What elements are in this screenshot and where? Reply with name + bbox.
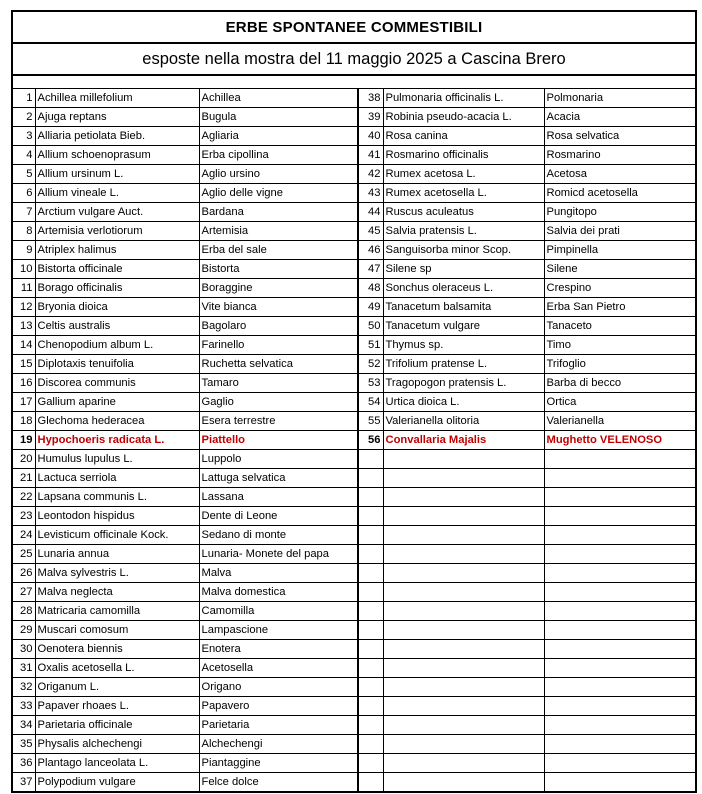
plant-latin-name: Trifolium pratense L. [383,355,544,374]
plant-number: 1 [13,89,35,108]
plant-common-name: Pungitopo [544,203,695,222]
plant-common-name: Agliaria [199,127,358,146]
empty-cell [358,735,383,754]
table-row [13,773,695,792]
plant-number: 14 [13,336,35,355]
plant-latin-name: Silene sp [383,260,544,279]
plant-latin-name: Parietaria officinale [35,716,199,735]
plant-common-name: Salvia dei prati [544,222,695,241]
plant-number: 42 [358,165,383,184]
empty-cell [383,678,544,697]
table-row [13,640,695,659]
plant-latin-name: Salvia pratensis L. [383,222,544,241]
empty-cell [544,545,695,564]
plant-latin-name: Levisticum officinale Kock. [35,526,199,545]
plant-number: 43 [358,184,383,203]
empty-cell [358,545,383,564]
plant-latin-name: Allium vineale L. [35,184,199,203]
empty-cell [544,564,695,583]
plant-number: 51 [358,336,383,355]
table-row [13,89,695,108]
empty-cell [544,697,695,716]
empty-cell [544,735,695,754]
table-row [13,602,695,621]
plant-common-name: Pimpinella [544,241,695,260]
table-row [13,735,695,754]
plant-number: 17 [13,393,35,412]
plant-common-name: Acacia [544,108,695,127]
empty-cell [383,469,544,488]
plant-common-name: Romicd acetosella [544,184,695,203]
plant-number: 20 [13,450,35,469]
empty-cell [544,583,695,602]
plant-latin-name: Malva sylvestris L. [35,564,199,583]
table-row [13,298,695,317]
empty-cell [383,526,544,545]
empty-cell [544,602,695,621]
table-row [13,659,695,678]
plant-common-name: Luppolo [199,450,358,469]
plant-common-name: Rosmarino [544,146,695,165]
plant-common-name: Vite bianca [199,298,358,317]
empty-cell [358,678,383,697]
plant-common-name: Barba di becco [544,374,695,393]
plant-common-name: Enotera [199,640,358,659]
plant-number: 34 [13,716,35,735]
plant-common-name: Aglio delle vigne [199,184,358,203]
plant-number: 40 [358,127,383,146]
table-row [13,678,695,697]
empty-cell [358,621,383,640]
plant-number: 28 [13,602,35,621]
empty-cell [358,716,383,735]
plant-number: 39 [358,108,383,127]
plant-latin-name: Plantago lanceolata L. [35,754,199,773]
plant-latin-name: Discorea communis [35,374,199,393]
plant-common-name: Lampascione [199,621,358,640]
plant-common-name: Origano [199,678,358,697]
plant-common-name: Ortica [544,393,695,412]
table-row [13,754,695,773]
table-row [13,184,695,203]
plant-latin-name: Thymus sp. [383,336,544,355]
plant-number: 13 [13,317,35,336]
table-row [13,203,695,222]
plant-number: 56 [358,431,383,450]
plant-common-name: Piantaggine [199,754,358,773]
empty-cell [544,773,695,792]
table-row [13,431,695,450]
plant-common-name: Crespino [544,279,695,298]
plant-common-name: Dente di Leone [199,507,358,526]
empty-cell [383,545,544,564]
table-row [13,317,695,336]
plant-common-name: Acetosa [544,165,695,184]
plant-common-name: Aglio ursino [199,165,358,184]
plant-number: 16 [13,374,35,393]
plant-latin-name: Papaver rhoaes L. [35,697,199,716]
table-row [13,526,695,545]
empty-cell [544,640,695,659]
empty-cell [358,507,383,526]
plant-number: 9 [13,241,35,260]
table-row [13,165,695,184]
table-row [13,583,695,602]
plant-number: 22 [13,488,35,507]
empty-cell [358,564,383,583]
plant-number: 32 [13,678,35,697]
table-row [13,355,695,374]
plant-common-name: Bardana [199,203,358,222]
plant-latin-name: Bryonia dioica [35,298,199,317]
table-row [13,146,695,165]
table-row [13,450,695,469]
plant-latin-name: Celtis australis [35,317,199,336]
plant-latin-name: Arctium vulgare Auct. [35,203,199,222]
plant-latin-name: Allium ursinum L. [35,165,199,184]
plant-number: 21 [13,469,35,488]
plant-latin-name: Convallaria Majalis [383,431,544,450]
plant-number: 12 [13,298,35,317]
plant-common-name: Camomilla [199,602,358,621]
empty-cell [544,450,695,469]
plant-number: 6 [13,184,35,203]
empty-cell [383,716,544,735]
plant-number: 8 [13,222,35,241]
empty-cell [358,602,383,621]
empty-cell [358,773,383,792]
plant-number: 4 [13,146,35,165]
plant-common-name: Tanaceto [544,317,695,336]
plant-table-body [13,89,695,791]
plant-common-name: Acetosella [199,659,358,678]
plant-latin-name: Rosmarino officinalis [383,146,544,165]
table-row [13,260,695,279]
table-row [13,716,695,735]
plant-common-name: Esera terrestre [199,412,358,431]
plant-number: 41 [358,146,383,165]
plant-number: 26 [13,564,35,583]
plant-latin-name: Tanacetum vulgare [383,317,544,336]
empty-cell [383,583,544,602]
plant-common-name: Ruchetta selvatica [199,355,358,374]
table-row [13,469,695,488]
empty-cell [544,716,695,735]
empty-cell [358,697,383,716]
plant-number: 23 [13,507,35,526]
plant-latin-name: Matricaria camomilla [35,602,199,621]
plant-common-name: Boraggine [199,279,358,298]
plant-latin-name: Chenopodium album L. [35,336,199,355]
plant-latin-name: Rumex acetosa L. [383,165,544,184]
empty-cell [383,754,544,773]
header-spacer-row [13,76,695,89]
plant-latin-name: Allium schoenoprasum [35,146,199,165]
plant-common-name: Erba del sale [199,241,358,260]
plant-latin-name: Malva neglecta [35,583,199,602]
plant-number: 10 [13,260,35,279]
plant-latin-name: Ruscus aculeatus [383,203,544,222]
plant-common-name: Malva domestica [199,583,358,602]
empty-cell [383,507,544,526]
plant-common-name: Sedano di monte [199,526,358,545]
plant-common-name: Lunaria- Monete del papa [199,545,358,564]
empty-cell [544,488,695,507]
plant-number: 53 [358,374,383,393]
plant-common-name: Bagolaro [199,317,358,336]
plant-latin-name: Physalis alchechengi [35,735,199,754]
empty-cell [383,602,544,621]
plant-common-name: Farinello [199,336,358,355]
plant-common-name: Lattuga selvatica [199,469,358,488]
table-row [13,545,695,564]
plant-latin-name: Oenotera biennis [35,640,199,659]
plant-latin-name: Polypodium vulgare [35,773,199,792]
plant-latin-name: Lapsana communis L. [35,488,199,507]
plant-latin-name: Rosa canina [383,127,544,146]
plant-common-name: Piattello [199,431,358,450]
plant-number: 37 [13,773,35,792]
plant-table [13,89,695,791]
plant-common-name: Parietaria [199,716,358,735]
plant-latin-name: Tragopogon pratensis L. [383,374,544,393]
plant-number: 46 [358,241,383,260]
table-row [13,127,695,146]
table-row [13,108,695,127]
plant-common-name: Felce dolce [199,773,358,792]
plant-latin-name: Borago officinalis [35,279,199,298]
plant-number: 30 [13,640,35,659]
empty-cell [383,621,544,640]
empty-cell [544,526,695,545]
empty-cell [358,659,383,678]
plant-latin-name: Muscari comosum [35,621,199,640]
table-row [13,279,695,298]
plant-number: 5 [13,165,35,184]
plant-common-name: Silene [544,260,695,279]
plant-common-name: Bugula [199,108,358,127]
plant-number: 7 [13,203,35,222]
plant-latin-name: Lunaria annua [35,545,199,564]
empty-cell [544,507,695,526]
empty-cell [383,735,544,754]
empty-cell [383,697,544,716]
plant-latin-name: Tanacetum balsamita [383,298,544,317]
plant-common-name: Alchechengi [199,735,358,754]
plant-number: 48 [358,279,383,298]
plant-latin-name: Atriplex halimus [35,241,199,260]
plant-latin-name: Pulmonaria officinalis L. [383,89,544,108]
plant-number: 3 [13,127,35,146]
document-subtitle: esposte nella mostra del 11 maggio 2025 a Cascina Brero [13,44,695,76]
plant-number: 54 [358,393,383,412]
plant-common-name: Bistorta [199,260,358,279]
empty-cell [383,450,544,469]
plant-number: 19 [13,431,35,450]
empty-cell [358,469,383,488]
empty-cell [383,564,544,583]
plant-common-name: Achillea [199,89,358,108]
plant-common-name: Artemisia [199,222,358,241]
plant-common-name: Malva [199,564,358,583]
plant-latin-name: Rumex acetosella L. [383,184,544,203]
plant-latin-name: Diplotaxis tenuifolia [35,355,199,374]
plant-latin-name: Sonchus oleraceus L. [383,279,544,298]
table-row [13,621,695,640]
table-row [13,564,695,583]
plant-common-name: Trifoglio [544,355,695,374]
plant-common-name: Papavero [199,697,358,716]
plant-common-name: Polmonaria [544,89,695,108]
empty-cell [358,488,383,507]
empty-cell [544,469,695,488]
table-row [13,697,695,716]
table-row [13,393,695,412]
plant-number: 33 [13,697,35,716]
empty-cell [383,773,544,792]
plant-number: 18 [13,412,35,431]
plant-number: 55 [358,412,383,431]
table-row [13,374,695,393]
plant-number: 2 [13,108,35,127]
plant-number: 31 [13,659,35,678]
plant-number: 35 [13,735,35,754]
plant-number: 29 [13,621,35,640]
plant-latin-name: Lactuca serriola [35,469,199,488]
plant-latin-name: Sanguisorba minor Scop. [383,241,544,260]
plant-common-name: Rosa selvatica [544,127,695,146]
plant-common-name: Mughetto VELENOSO [544,431,695,450]
plant-number: 15 [13,355,35,374]
plant-number: 52 [358,355,383,374]
plant-common-name: Erba San Pietro [544,298,695,317]
plant-number: 11 [13,279,35,298]
plant-latin-name: Alliaria petiolata Bieb. [35,127,199,146]
table-row [13,507,695,526]
plant-latin-name: Achillea millefolium [35,89,199,108]
plant-latin-name: Bistorta officinale [35,260,199,279]
plant-list-sheet [11,10,697,793]
plant-latin-name: Leontodon hispidus [35,507,199,526]
empty-cell [358,526,383,545]
empty-cell [358,754,383,773]
table-row [13,222,695,241]
empty-cell [358,583,383,602]
plant-latin-name: Ajuga reptans [35,108,199,127]
plant-number: 38 [358,89,383,108]
plant-latin-name: Glechoma hederacea [35,412,199,431]
plant-latin-name: Robinia pseudo-acacia L. [383,108,544,127]
plant-latin-name: Urtica dioica L. [383,393,544,412]
table-row [13,336,695,355]
plant-number: 25 [13,545,35,564]
plant-number: 45 [358,222,383,241]
empty-cell [544,621,695,640]
plant-common-name: Valerianella [544,412,695,431]
plant-common-name: Timo [544,336,695,355]
plant-number: 50 [358,317,383,336]
document-title: ERBE SPONTANEE COMMESTIBILI [13,12,695,44]
plant-number: 27 [13,583,35,602]
plant-latin-name: Artemisia verlotiorum [35,222,199,241]
plant-latin-name: Hypochoeris radicata L. [35,431,199,450]
plant-common-name: Gaglio [199,393,358,412]
empty-cell [383,488,544,507]
plant-latin-name: Oxalis acetosella L. [35,659,199,678]
empty-cell [383,640,544,659]
plant-number: 49 [358,298,383,317]
empty-cell [544,678,695,697]
plant-latin-name: Humulus lupulus L. [35,450,199,469]
table-row [13,241,695,260]
plant-latin-name: Gallium aparine [35,393,199,412]
plant-number: 47 [358,260,383,279]
empty-cell [544,754,695,773]
plant-common-name: Erba cipollina [199,146,358,165]
plant-number: 24 [13,526,35,545]
empty-cell [383,659,544,678]
plant-latin-name: Origanum L. [35,678,199,697]
plant-number: 44 [358,203,383,222]
empty-cell [358,450,383,469]
table-row [13,412,695,431]
plant-common-name: Lassana [199,488,358,507]
plant-number: 36 [13,754,35,773]
empty-cell [358,640,383,659]
plant-common-name: Tamaro [199,374,358,393]
table-row [13,488,695,507]
plant-latin-name: Valerianella olitoria [383,412,544,431]
empty-cell [544,659,695,678]
